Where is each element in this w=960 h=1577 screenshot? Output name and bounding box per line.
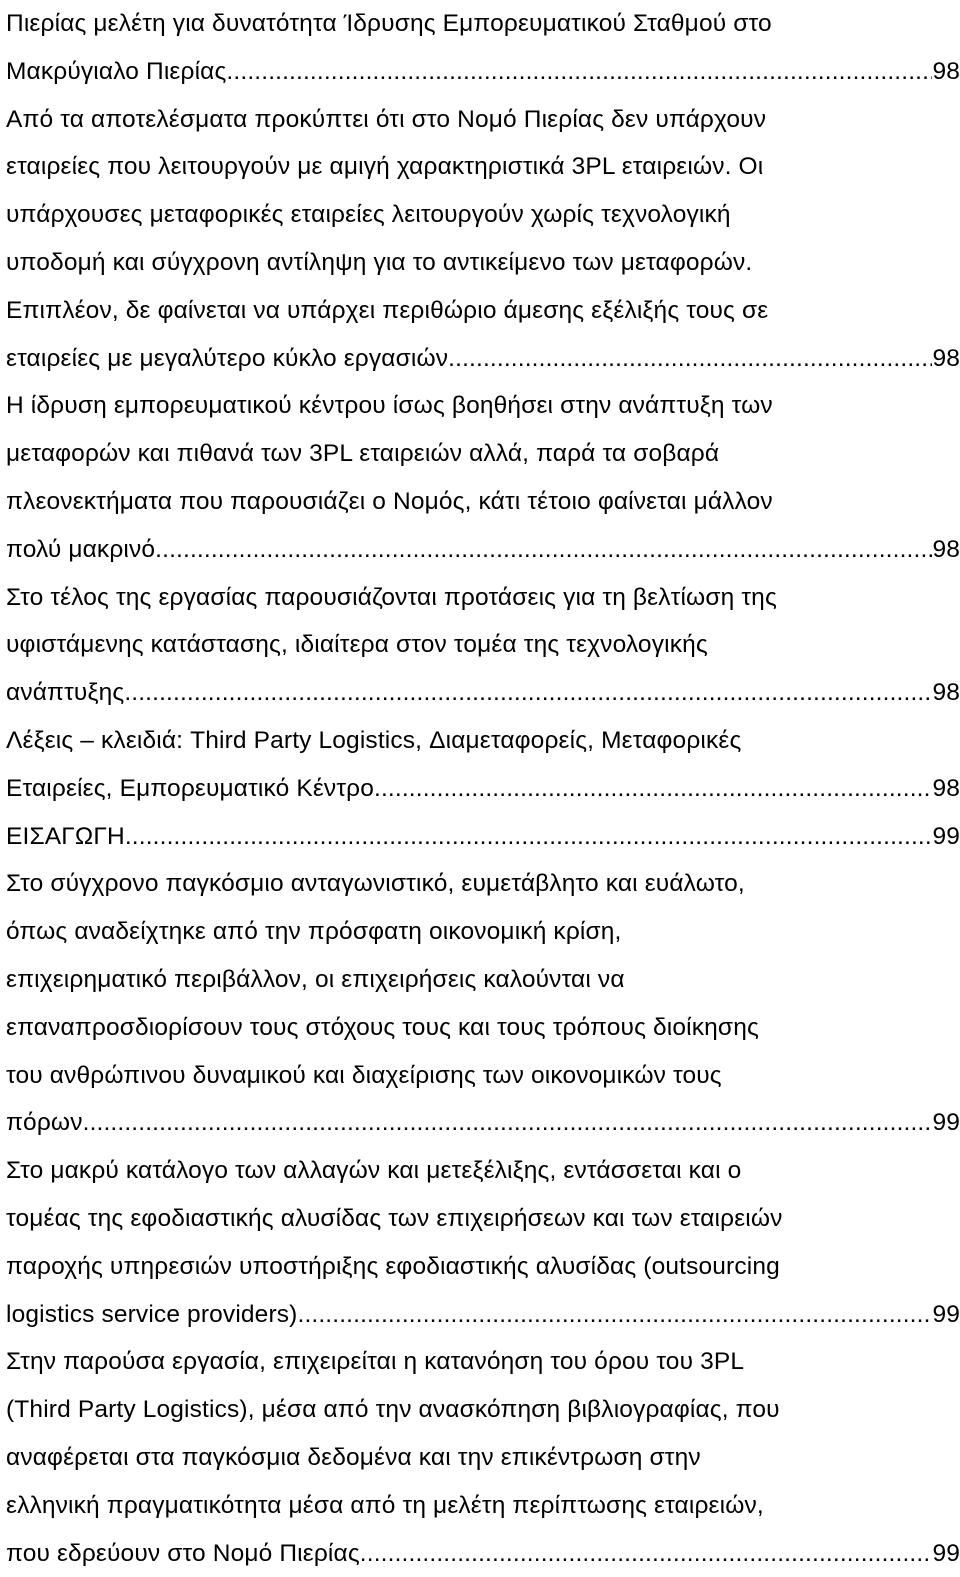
toc-page-number: 99	[932, 1099, 960, 1147]
toc-entry-line: Στο μακρύ κατάλογο των αλλαγών και μετεξέλιξης, εντάσσεται και ο	[6, 1147, 960, 1195]
toc-entry-last-line[interactable]	[6, 48, 960, 96]
toc-entry-last-line[interactable]	[6, 1530, 960, 1577]
toc-dot-leader	[367, 1530, 933, 1577]
toc-dot-leader	[233, 48, 932, 96]
toc-entry-line: υπάρχουσες μεταφορικές εταιρείες λειτουργούν χωρίς τεχνολογική	[6, 191, 960, 239]
toc-entry-line: Η ίδρυση εμπορευματικού κέντρου ίσως βοηθήσει στην ανάπτυξη των	[6, 382, 960, 430]
toc-entry-line: υφιστάμενης κατάστασης, ιδιαίτερα στον τομέα της τεχνολογικής	[6, 621, 960, 669]
toc-entry-line: επαναπροσδιορίσουν τους στόχους τους και τους τρόπους διοίκησης	[6, 1004, 960, 1052]
toc-entry-line: παροχής υπηρεσιών υποστήριξης εφοδιαστικής αλυσίδας (outsourcing	[6, 1243, 960, 1291]
toc-entry-last-line[interactable]	[6, 526, 960, 574]
toc-entry-text: ΕΙΣΑΓΩΓΗ	[6, 813, 125, 861]
toc-entry-line: μεταφορών και πιθανά των 3PL εταιρειών αλλά, παρά τα σοβαρά	[6, 430, 960, 478]
toc-entry-line: (Third Party Logistics), μέσα από την ανασκόπηση βιβλιογραφίας, που	[6, 1386, 960, 1434]
toc-entry-last-line[interactable]	[6, 335, 960, 383]
toc-page-number: 98	[932, 765, 960, 813]
toc-entry-last-line[interactable]	[6, 669, 960, 717]
toc-entry-line: Στην παρούσα εργασία, επιχειρείται η κατανόηση του όρου του 3PL	[6, 1338, 960, 1386]
toc-entry-line: Πιερίας μελέτη για δυνατότητα Ίδρυσης Εμπορευματικού Σταθμού στο	[6, 0, 960, 48]
toc-entry-line: Στο τέλος της εργασίας παρουσιάζονται προτάσεις για τη βελτίωση της	[6, 574, 960, 622]
toc-entry-last-line[interactable]	[6, 813, 960, 861]
toc-entry-text: Εταιρείες, Εμπορευματικό Κέντρο	[6, 765, 374, 813]
toc-entry-line: Λέξεις – κλειδιά: Third Party Logistics, Διαμεταφορείς, Μεταφορικές	[6, 717, 960, 765]
table-of-contents	[6, 0, 960, 1577]
toc-dot-leader	[162, 526, 932, 574]
toc-entry-text: πόρων	[6, 1099, 83, 1147]
toc-page-number: 98	[932, 526, 960, 574]
toc-entry-text: Μακρύγιαλο Πιερίας.	[6, 48, 233, 96]
toc-entry-line: εταιρείες που λειτουργούν με αμιγή χαρακτηριστικά 3PL εταιρειών. Οι	[6, 143, 960, 191]
toc-entry-text: logistics service providers).	[6, 1291, 304, 1339]
toc-entry-line: Στο σύγχρονο παγκόσμιο ανταγωνιστικό, ευμετάβλητο και ευάλωτο,	[6, 860, 960, 908]
toc-entry-line: επιχειρηματικό περιβάλλον, οι επιχειρήσεις καλούνται να	[6, 956, 960, 1004]
toc-dot-leader	[125, 813, 933, 861]
toc-entry-text: που εδρεύουν στο Νομό Πιερίας.	[6, 1530, 367, 1577]
toc-page-number: 98	[932, 48, 960, 96]
toc-page-number: 99	[932, 813, 960, 861]
toc-page-number: 98	[932, 669, 960, 717]
toc-entry-last-line[interactable]	[6, 765, 960, 813]
toc-entry-line: όπως αναδείχτηκε από την πρόσφατη οικονομική κρίση,	[6, 908, 960, 956]
toc-dot-leader	[304, 1291, 932, 1339]
toc-entry-line: αναφέρεται στα παγκόσμια δεδομένα και την επικέντρωση στην	[6, 1434, 960, 1482]
toc-dot-leader	[124, 669, 932, 717]
toc-page-number: 99	[932, 1530, 960, 1577]
toc-entry-text: πολύ μακρινό.	[6, 526, 162, 574]
toc-entry-line: του ανθρώπινου δυναμικού και διαχείρισης των οικονομικών τους	[6, 1052, 960, 1100]
toc-entry-text: ανάπτυξης	[6, 669, 124, 717]
toc-page-number: 99	[932, 1291, 960, 1339]
toc-entry-line: υποδομή και σύγχρονη αντίληψη για το αντικείμενο των μεταφορών.	[6, 239, 960, 287]
toc-entry-line: πλεονεκτήματα που παρουσιάζει ο Νομός, κάτι τέτοιο φαίνεται μάλλον	[6, 478, 960, 526]
toc-page-number: 98	[932, 335, 960, 383]
toc-entry-last-line[interactable]	[6, 1291, 960, 1339]
toc-entry-line: τομέας της εφοδιαστικής αλυσίδας των επιχειρήσεων και των εταιρειών	[6, 1195, 960, 1243]
toc-entry-line: Επιπλέον, δε φαίνεται να υπάρχει περιθώριο άμεσης εξέλιξής τους σε	[6, 287, 960, 335]
toc-entry-line: ελληνική πραγματικότητα μέσα από τη μελέτη περίπτωσης εταιρειών,	[6, 1482, 960, 1530]
toc-dot-leader	[83, 1099, 933, 1147]
toc-dot-leader	[374, 765, 932, 813]
toc-dot-leader	[455, 335, 932, 383]
toc-entry-last-line[interactable]	[6, 1099, 960, 1147]
toc-entry-line: Από τα αποτελέσματα προκύπτει ότι στο Νομό Πιερίας δεν υπάρχουν	[6, 96, 960, 144]
toc-entry-text: εταιρείες με μεγαλύτερο κύκλο εργασιών.	[6, 335, 455, 383]
